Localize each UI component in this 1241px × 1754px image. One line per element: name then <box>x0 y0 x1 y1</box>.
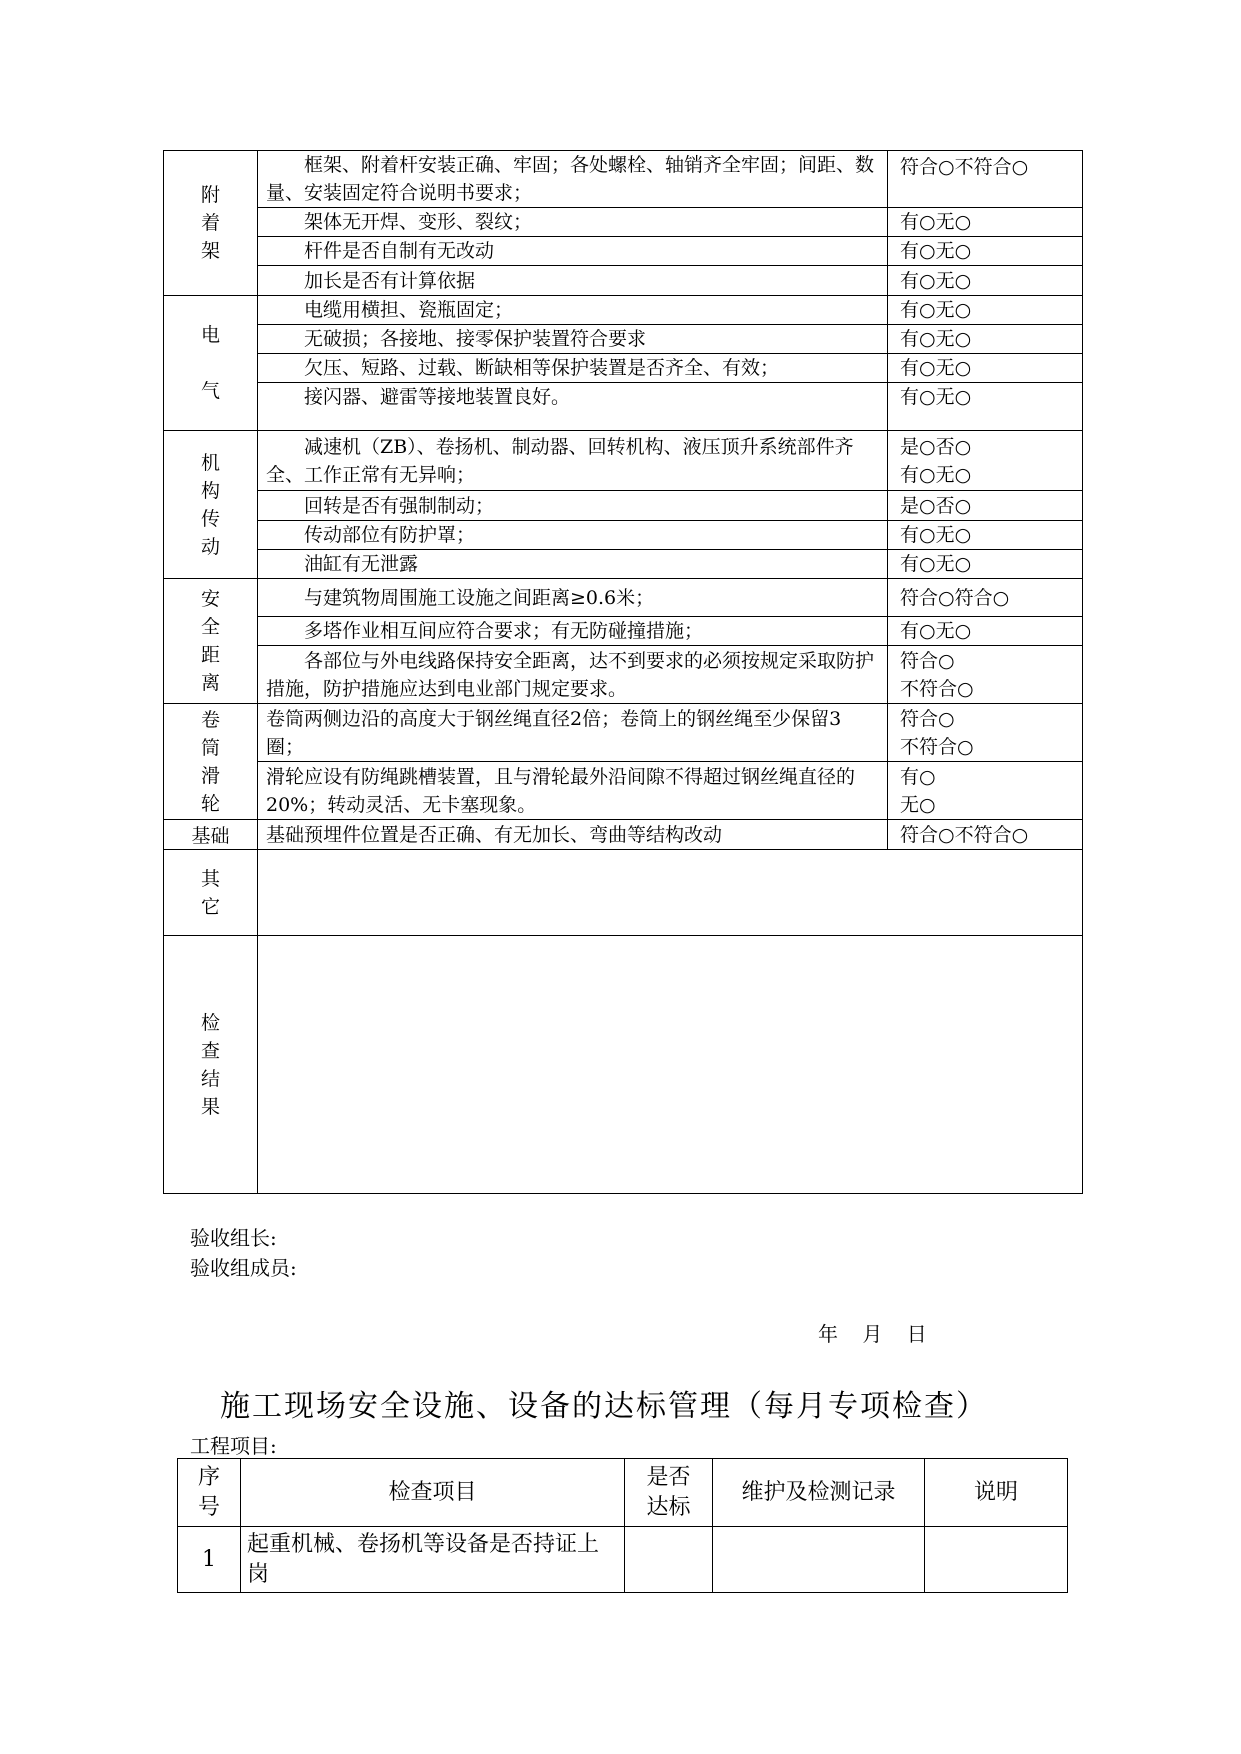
result-option: 符合○ <box>900 649 955 672</box>
members-signature-label: 验收组成员: <box>190 1256 297 1280</box>
table-row <box>164 550 1083 579</box>
other-row <box>164 850 1083 936</box>
section-title: 施工现场安全设施、设备的达标管理（每月专项检查） <box>220 1389 988 1424</box>
result-option: 有○无○ <box>900 524 972 546</box>
result-option: 有○ <box>900 765 936 788</box>
item-cell: 减速机（ZB）、卷扬机、制动器、回转机构、液压顶升系统部件齐全、工作正常有无异响； <box>258 431 888 491</box>
item-cell: 无破损；各接地、接零保护装置符合要求 <box>258 325 888 354</box>
table-row <box>164 820 1083 850</box>
result-option: 有○无○ <box>900 211 972 233</box>
result-content-cell <box>258 936 1083 1194</box>
result-option: 有○无○ <box>900 463 972 486</box>
result-cell <box>888 296 1083 325</box>
item-cell: 回转是否有强制制动； <box>258 491 888 521</box>
table-row <box>164 431 1083 491</box>
header-no: 序号 <box>178 1459 241 1527</box>
table-row <box>164 704 1083 762</box>
result-option: 不符合○ <box>900 677 974 700</box>
table-row <box>164 646 1083 704</box>
result-cell <box>888 579 1083 617</box>
result-cell <box>888 354 1083 383</box>
item-cell: 与建筑物周围施工设施之间距离≥0.6米； <box>258 579 888 617</box>
category-label: 安全距离 <box>200 588 220 694</box>
result-option: 有○无○ <box>900 299 972 321</box>
table-row <box>164 266 1083 296</box>
result-option: 是○否○ <box>900 435 972 458</box>
result-cell <box>888 431 1083 491</box>
category-label: 卷筒滑轮 <box>200 708 220 815</box>
result-option: 符合○符合○ <box>900 586 1010 609</box>
item-cell: 卷筒两侧边沿的高度大于钢丝绳直径2倍；卷筒上的钢丝绳至少保留3圈； <box>258 704 888 762</box>
result-cell <box>888 383 1083 431</box>
leader-signature-label: 验收组长: <box>190 1226 277 1250</box>
result-option: 有○无○ <box>900 386 972 408</box>
item-cell: 欠压、短路、过载、断缺相等保护装置是否齐全、有效； <box>258 354 888 383</box>
result-cell <box>888 762 1083 820</box>
result-cell <box>888 266 1083 296</box>
table-row <box>164 617 1083 646</box>
table-row <box>164 383 1083 431</box>
table-row <box>164 491 1083 521</box>
table-row <box>164 579 1083 617</box>
category-cell <box>164 850 258 936</box>
category-cell <box>164 704 258 820</box>
result-cell <box>888 325 1083 354</box>
other-label: 其它 <box>200 867 220 918</box>
row-record[interactable] <box>713 1527 925 1593</box>
table-row <box>178 1527 1068 1593</box>
result-cell <box>888 208 1083 237</box>
table-row <box>164 296 1083 325</box>
result-option: 是○否○ <box>900 494 972 517</box>
result-cell <box>888 151 1083 208</box>
result-cell <box>888 646 1083 704</box>
item-cell: 杆件是否自制有无改动 <box>258 237 888 266</box>
result-option: 有○无○ <box>900 269 972 292</box>
result-cell <box>888 617 1083 646</box>
row-item: 起重机械、卷扬机等设备是否持证上岗 <box>241 1527 625 1593</box>
table-row <box>164 237 1083 266</box>
item-cell: 滑轮应设有防绳跳槽装置，且与滑轮最外沿间隙不得超过钢丝绳直径的20%；转动灵活、无卡塞现象。 <box>258 762 888 820</box>
header-record: 维护及检测记录 <box>713 1459 925 1527</box>
table-row <box>164 354 1083 383</box>
date-line: 年 月 日 <box>818 1322 927 1346</box>
category-cell <box>164 431 258 579</box>
result-cell <box>888 820 1083 850</box>
result-option: 有○无○ <box>900 328 972 350</box>
result-cell <box>888 704 1083 762</box>
result-label: 检查结果 <box>200 1011 220 1118</box>
item-cell: 架体无开焊、变形、裂纹； <box>258 208 888 237</box>
header-meets: 是否达标 <box>625 1459 713 1527</box>
table-row <box>164 208 1083 237</box>
monthly-check-table <box>177 1458 1068 1593</box>
item-cell: 多塔作业相互间应符合要求；有无防碰撞措施； <box>258 617 888 646</box>
result-row <box>164 936 1083 1194</box>
category-cell <box>164 151 258 296</box>
result-option: 无○ <box>900 793 936 816</box>
row-no: 1 <box>178 1527 241 1593</box>
result-option: 有○无○ <box>900 240 972 262</box>
category-cell <box>164 579 258 704</box>
table-row <box>164 762 1083 820</box>
item-cell: 各部位与外电线路保持安全距离，达不到要求的必须按规定采取防护措施，防护措施应达到电业部门规定要求。 <box>258 646 888 704</box>
table-row <box>164 325 1083 354</box>
result-cell <box>888 550 1083 579</box>
item-cell: 接闪器、避雷等接地装置良好。 <box>258 383 888 431</box>
table-row <box>164 521 1083 550</box>
table-row <box>164 151 1083 208</box>
item-cell: 传动部位有防护罩； <box>258 521 888 550</box>
result-option: 有○无○ <box>900 553 972 575</box>
header-note: 说明 <box>925 1459 1068 1527</box>
result-option: 符合○ <box>900 707 955 730</box>
row-note[interactable] <box>925 1527 1068 1593</box>
result-option: 不符合○ <box>900 735 974 758</box>
category-label: 附着架 <box>200 184 220 262</box>
result-option: 符合○不符合○ <box>900 156 1029 178</box>
result-option: 有○无○ <box>900 620 972 642</box>
row-meets[interactable] <box>625 1527 713 1593</box>
item-cell: 油缸有无泄露 <box>258 550 888 579</box>
category-cell <box>164 296 258 431</box>
result-option: 符合○不符合○ <box>900 823 1029 846</box>
result-cell <box>888 237 1083 266</box>
item-cell: 电缆用横担、瓷瓶固定； <box>258 296 888 325</box>
result-cell <box>888 491 1083 521</box>
project-label: 工程项目: <box>190 1434 277 1458</box>
header-row <box>178 1459 1068 1527</box>
category-label: 基础 <box>191 825 230 847</box>
category-cell <box>164 820 258 850</box>
item-cell: 加长是否有计算依据 <box>258 266 888 296</box>
category-label: 机构传动 <box>200 451 220 558</box>
category-label: 电气 <box>200 324 220 402</box>
item-cell: 框架、附着杆安装正确、牢固；各处螺栓、轴销齐全牢固；间距、数量、安装固定符合说明书要求； <box>258 151 888 208</box>
other-content-cell <box>258 850 1083 936</box>
category-cell <box>164 936 258 1194</box>
result-cell <box>888 521 1083 550</box>
inspection-table <box>163 150 1083 1194</box>
header-item: 检查项目 <box>241 1459 625 1527</box>
result-option: 有○无○ <box>900 357 972 379</box>
item-cell: 基础预埋件位置是否正确、有无加长、弯曲等结构改动 <box>258 820 888 850</box>
